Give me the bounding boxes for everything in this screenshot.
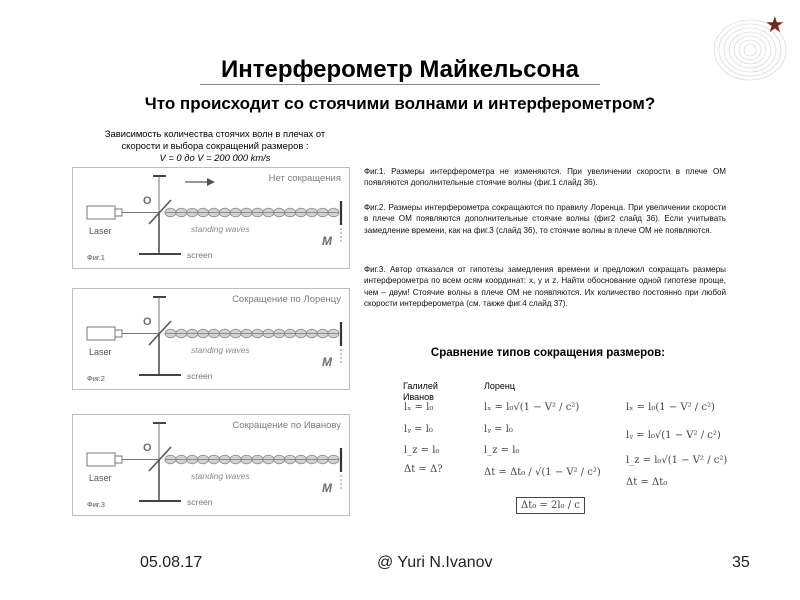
figure-corner-label: Нет сокращения xyxy=(268,173,341,184)
laser-label: Laser xyxy=(89,226,112,236)
mirror-label: M xyxy=(322,234,332,248)
formula-ivanov-t: Δt = Δt₀ xyxy=(626,477,668,488)
slide-title: Интерферометр Майкельсона xyxy=(220,56,579,83)
screen-label: screen xyxy=(187,497,213,507)
star-icon: ★ xyxy=(765,12,785,37)
figure-1 xyxy=(72,167,350,269)
laser-label: Laser xyxy=(89,347,112,357)
formula-lorentz-t: Δt = Δt₀ / √(1 − V² / c²) xyxy=(484,467,601,478)
formula-galilei-t: Δt = Δ? xyxy=(404,464,443,475)
laser-nozzle xyxy=(115,330,122,337)
note-fig3: Фиг.3. Автор отказался от гипотезы замедления времени и предложил сокращать размеры интерферометра по всем осям координат: x, y и z. Найти обоснование одной гипотезе проще, чем – двум! Стоячие волны в плече ОМ не появляются. Их количество постоянно при любой скорости интерферометра (см. также фиг.4 слайд 37). xyxy=(364,265,726,309)
formula-lorentz-y: lᵧ = l₀ xyxy=(484,424,513,435)
beam-splitter-label: O xyxy=(143,316,152,328)
formula-ivanov-y: lᵧ = l₀√(1 − V² / c²) xyxy=(626,430,721,441)
column-head-lorentz: Лоренц xyxy=(484,381,516,391)
mirror-label: M xyxy=(322,481,332,495)
column-head-text: Галилей xyxy=(403,381,438,391)
title-divider xyxy=(200,84,600,85)
figure-number: Фиг.1 xyxy=(87,253,105,262)
formula-galilei-z: l_z = l₀ xyxy=(404,445,440,456)
laser-body xyxy=(87,206,115,219)
formula-lorentz-z: l_z = l₀ xyxy=(484,445,520,456)
footer-author: @ Yuri N.Ivanov xyxy=(377,554,493,571)
velocity-arrow-head xyxy=(207,178,215,186)
laser-label: Laser xyxy=(89,473,112,483)
formula-galilei-y: lᵧ = l₀ xyxy=(404,424,433,435)
footer-date: 05.08.17 xyxy=(140,554,203,571)
standing-waves-label: standing waves xyxy=(191,224,250,234)
figure-3 xyxy=(72,414,350,516)
figures-caption xyxy=(70,128,360,164)
figure-number: Фиг.2 xyxy=(87,374,105,383)
laser-body xyxy=(87,453,115,466)
caption-line: V = 0 до V = 200 000 km/s xyxy=(159,152,271,163)
formula-ivanov-z: l_z = l₀√(1 − V² / c²) xyxy=(626,455,728,466)
standing-waves-label: standing waves xyxy=(191,471,250,481)
note-fig2: Фиг.2. Размеры интерферометра сокращаются по правилу Лоренца. При увеличении скорости в плече ОМ появляются дополнительные стоячие волны (фиг2 слайд 36). Если учитывать замедление времени, как на фиг.3 (слайд 36), то стоячие волны в плече ОМ не появляются. xyxy=(364,203,726,235)
mirror-label: M xyxy=(322,355,332,369)
caption-line: скорости и выбора сокращений размеров : xyxy=(121,140,309,151)
figure-2 xyxy=(72,288,350,390)
laser-body xyxy=(87,327,115,340)
caption-line: Зависимость количества стоячих волн в плечах от xyxy=(104,128,326,139)
screen-label: screen xyxy=(187,250,213,260)
boxed-formula: Δt₀ = 2l₀ / c xyxy=(516,497,585,514)
figure-corner-label: Сокращение по Лоренцу xyxy=(232,294,341,305)
slide-subtitle: Что происходит со стоячими волнами и интерферометром? xyxy=(144,94,656,113)
beam-splitter-label: O xyxy=(143,195,152,207)
formula-ivanov-x: lₓ = l₀(1 − V² / c²) xyxy=(626,402,715,413)
screen-label: screen xyxy=(187,371,213,381)
footer-page-number: 35 xyxy=(732,554,750,571)
figure-number: Фиг.3 xyxy=(87,500,105,509)
laser-nozzle xyxy=(115,456,122,463)
figure-corner-label: Сокращение по Иванову xyxy=(232,420,341,431)
column-head-galilei xyxy=(403,381,438,403)
column-head-text: Иванов xyxy=(403,392,434,402)
formula-lorentz-x: lₓ = l₀√(1 − V² / c²) xyxy=(484,402,580,413)
beam-splitter-label: O xyxy=(143,442,152,454)
note-fig1: Фиг.1. Размеры интерферометра не изменяются. При увеличении скорости в плече ОМ появляются дополнительные стоячие волны (фиг.1 слайд 36). xyxy=(364,167,726,188)
formula-galilei-x: lₓ = l₀ xyxy=(404,402,434,413)
comparison-heading: Сравнение типов сокращения размеров: xyxy=(430,347,666,359)
standing-waves-label: standing waves xyxy=(191,345,250,355)
laser-nozzle xyxy=(115,209,122,216)
